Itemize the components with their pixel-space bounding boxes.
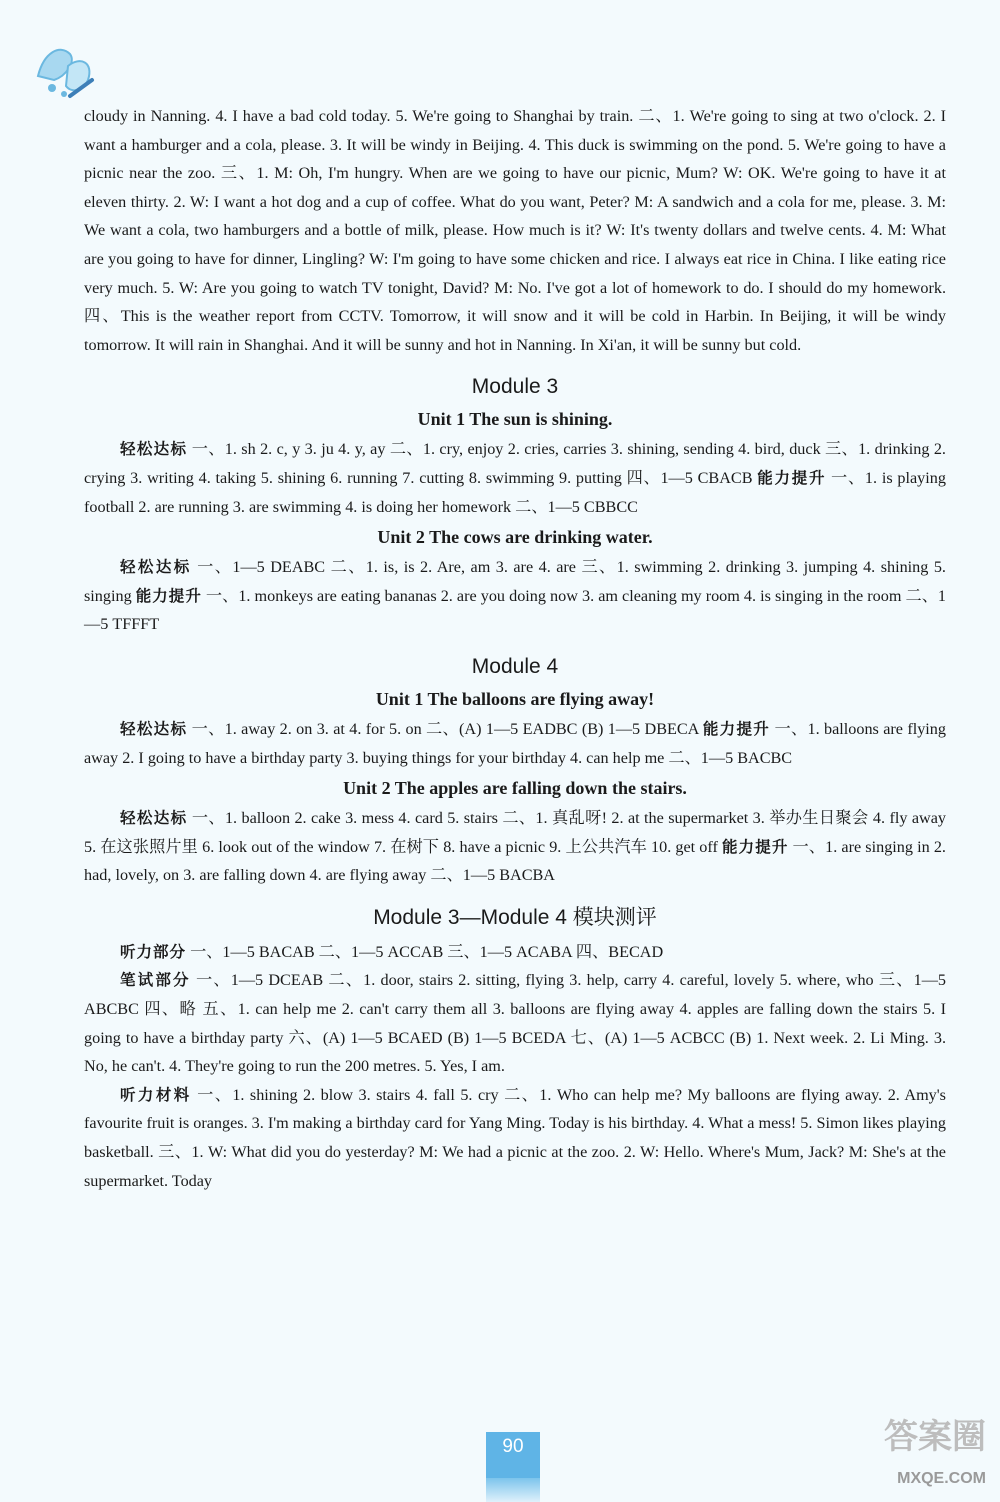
module-heading: Module 3—Module 4 模块测评 xyxy=(373,905,657,929)
unit-heading: Unit 2 The apples are falling down the stairs. xyxy=(343,778,687,799)
answer-text: 一、1—5 BACAB 二、1—5 ACCAB 三、1—5 ACABA 四、BECAD xyxy=(186,942,664,961)
section-tag: 听力材料 xyxy=(120,1085,192,1104)
answer-paragraph xyxy=(84,938,946,967)
answer-content xyxy=(84,102,946,1195)
watermark-title: 答案圈 xyxy=(884,1417,986,1457)
section-tag: 能力提升 xyxy=(722,837,789,856)
answer-text: 一、1—5 DEABC 二、1. is, is 2. Are, am 3. are 4. are 三、1. swimming 2. drinking 3. jumping 4. shining 5. singing xyxy=(84,558,946,605)
answer-text: 一、1. monkeys are eating bananas 2. are you doing now 3. am cleaning my room 4. is singing in the room 二、1—5 TFFFT xyxy=(84,586,946,634)
module-heading: Module 4 xyxy=(471,654,559,678)
section-tag: 能力提升 xyxy=(757,468,827,487)
page-number: 90 xyxy=(502,1436,524,1457)
answer-text: 一、1. is playing football 2. are running 3. are swimming 4. is doing her homework 二、1—5 CBBCC xyxy=(84,468,946,516)
page-number-fade xyxy=(486,1478,540,1502)
answer-text: 一、1. balloons are flying away 2. I going to have a birthday party 3. buying things for your birthday 4. can help me 二、1—5 BACBC xyxy=(84,719,946,767)
module-heading: Module 3 xyxy=(471,375,559,399)
section-tag: 听力部分 xyxy=(120,942,187,961)
section-tag: 能力提升 xyxy=(135,586,202,605)
section-tag: 轻松达标 xyxy=(120,558,192,577)
answer-text: 一、1. shining 2. blow 3. stairs 4. fall 5. cry 二、1. Who can help me? My balloons are flying away. 2. Amy's favourite fruit is oranges. 3. I'm making a birthday card for Yang Ming. Today is his birthday. 4. What a mess! 5. Simon likes playing basketball. 三、1. W: What did you do yesterday? M: We had a picnic at the zoo. 2. W: Hello. Where's Mum, Jack? M: She's at the supermarket. Today xyxy=(84,1085,946,1190)
answer-paragraph xyxy=(84,1081,946,1195)
kite-logo-icon xyxy=(30,36,110,106)
section-tag: 轻松达标 xyxy=(120,809,188,828)
section-tag: 笔试部分 xyxy=(120,971,191,990)
answer-paragraph xyxy=(84,715,946,772)
answer-text: 一、1. are singing in 2. had, lovely, on 3. are falling down 4. are flying away 二、1—5 BACBA xyxy=(84,837,946,885)
answer-text: cloudy in Nanning. 4. I have a bad cold today. 5. We're going to Shanghai by train. 二、1. We're going to sing at two o'clock. 2. I want a hamburger and a cola, please. 3. It will be windy in Beijing. 4. This duck is swimming on the pond. 5. We're going to have a picnic near the zoo. 三、1. M: Oh, I'm hungry. When are we going to have our picnic, Mum? W: OK. We're going to have it at eleven thirty. 2. W: I want a hot dog and a cup of coffee. What do you want, Peter? M: A sandwich and a cola for me, please. 3. M: We want a cola, two hamburgers and a bottle of milk, please. How much is it? W: It's twenty dollars and twelve cents. 4. M: What are you going to have for dinner, Lingling? W: I'm going to have some chicken and rice. I always eat rice in China. I like eating rice very much. 5. W: Are you going to watch TV tonight, David? M: No. I've got a lot of homework to do. I should do my homework. 四、This is the weather report from CCTV. Tomorrow, it will snow and it will be cold in Harbin. In Beijing, it will be windy tomorrow. It will rain in Shanghai. And it will be sunny and hot in Nanning. In Xi'an, it will be sunny but cold. xyxy=(84,107,946,354)
unit-heading: Unit 1 The sun is shining. xyxy=(417,409,613,430)
answer-text: 一、1. sh 2. c, y 3. ju 4. y, ay 二、1. cry, enjoy 2. cries, carries 3. shining, sending 4. bird, duck 三、1. drinking 2. crying 3. writing 4. taking 5. shining 6. running 7. cutting 8. swimming 9. putting 四、1—5 CBACB xyxy=(84,440,946,487)
answer-text: 一、1. balloon 2. cake 3. mess 4. card 5. stairs 二、1. 真乱呀! 2. at the supermarket 3. 举办生日聚会 4. fly away 5. 在这张照片里 6. look out of the window 7. 在树下 8. have a picnic 9. 上公共汽车 10. get off xyxy=(84,809,946,856)
answer-text: 一、1—5 DCEAB 二、1. door, stairs 2. sitting, flying 3. help, carry 4. careful, lovely 5. where, who 三、1—5 ABCBC 四、略 五、1. can help me 2. can't carry them all 3. balloons are flying away 4. apples are falling down the stairs 5. I going to have a birthday party 六、(A) 1—5 BCAED (B) 1—5 BCEDA 七、(A) 1—5 ACBCC (B) 1. Next week. 2. Li Ming. 3. No, he can't. 4. They're going to run the 200 metres. 5. Yes, I am. xyxy=(84,971,946,1076)
answer-text: 一、1. away 2. on 3. at 4. for 5. on 二、(A) 1—5 EADBC (B) 1—5 DBECA xyxy=(187,719,703,738)
section-tag: 能力提升 xyxy=(702,719,771,738)
unit-heading: Unit 1 The balloons are flying away! xyxy=(375,688,655,709)
section-tag: 轻松达标 xyxy=(120,440,188,459)
answer-paragraph xyxy=(84,804,946,890)
answer-paragraph xyxy=(84,553,946,639)
section-tag: 轻松达标 xyxy=(120,719,188,738)
answer-paragraph xyxy=(84,102,946,359)
answer-paragraph xyxy=(84,435,946,521)
answer-paragraph xyxy=(84,966,946,1080)
unit-heading: Unit 2 The cows are drinking water. xyxy=(377,527,653,548)
watermark-url: MXQE.COM xyxy=(897,1470,986,1487)
